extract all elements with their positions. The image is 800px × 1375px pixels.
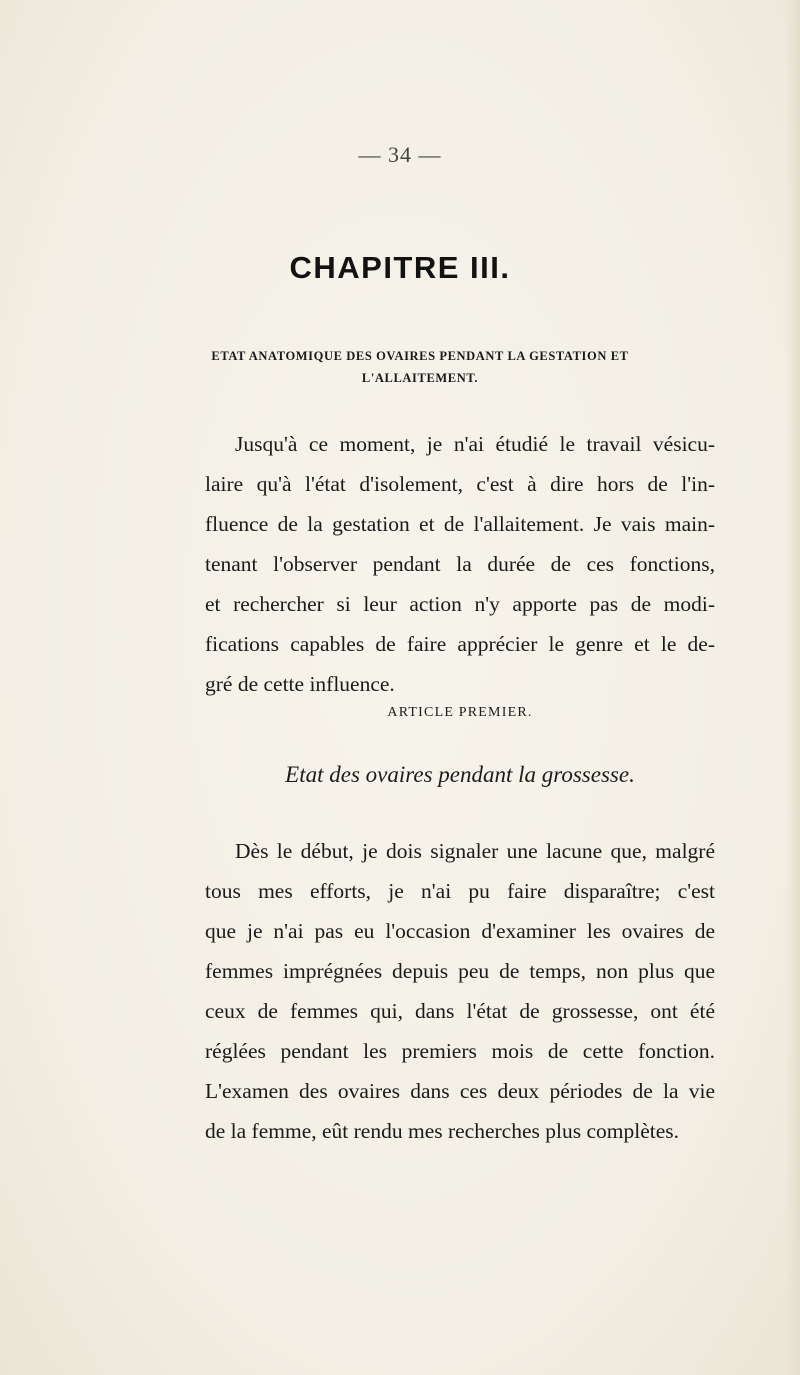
text-line: Jusqu'à ce moment, je n'ai étudié le travail vésicu-: [235, 432, 715, 456]
body-paragraph: [205, 831, 715, 1151]
text-line: et rechercher si leur action n'y apporte pas de modi-: [205, 592, 715, 616]
page-number: — 34 —: [358, 142, 442, 167]
text-line: tous mes efforts, je n'ai pu faire disparaître; c'est: [205, 879, 715, 903]
text-line: laire qu'à l'état d'isolement, c'est à dire hors de l'in-: [205, 472, 715, 496]
text-line: Dès le début, je dois signaler une lacune que, malgré: [235, 839, 715, 863]
text-line: que je n'ai pas eu l'occasion d'examiner les ovaires de: [205, 919, 715, 943]
chapter-subtitle: [200, 345, 640, 389]
text-line: fications capables de faire apprécier le genre et le de-: [205, 632, 715, 656]
text-line: gré de cette influence.: [205, 672, 395, 696]
subtitle-line: L'ALLAITEMENT.: [361, 371, 479, 385]
page-edge-shadow: [786, 0, 800, 1375]
article-heading: ARTICLE PREMIER.: [387, 705, 533, 720]
chapter-title: CHAPITRE III.: [289, 250, 511, 285]
intro-paragraph: [205, 424, 715, 704]
text-line: L'examen des ovaires dans ces deux périodes de la vie: [205, 1079, 715, 1103]
text-line: femmes imprégnées depuis peu de temps, non plus que: [205, 959, 715, 983]
text-line: ceux de femmes qui, dans l'état de grossesse, ont été: [205, 999, 715, 1023]
text-line: de la femme, eût rendu mes recherches plus complètes.: [205, 1119, 680, 1143]
text-line: fluence de la gestation et de l'allaitement. Je vais main-: [205, 512, 715, 536]
subtitle-line: ETAT ANATOMIQUE DES OVAIRES PENDANT LA GESTATION ET: [211, 349, 629, 363]
section-title: Etat des ovaires pendant la grossesse.: [285, 762, 635, 787]
text-line: réglées pendant les premiers mois de cette fonction.: [205, 1039, 715, 1063]
text-line: tenant l'observer pendant la durée de ces fonctions,: [205, 552, 715, 576]
